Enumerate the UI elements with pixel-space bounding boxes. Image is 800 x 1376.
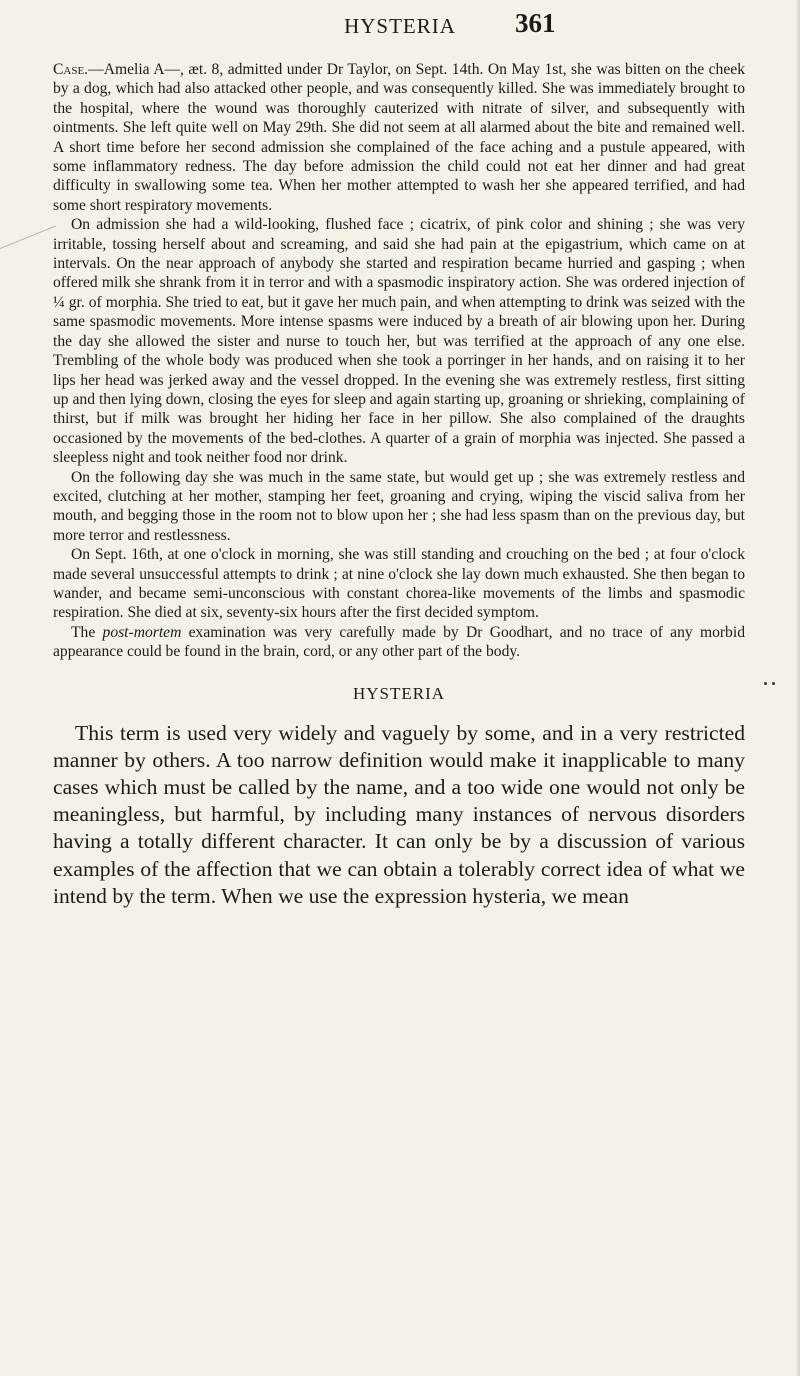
- case-label: Case.: [53, 61, 89, 78]
- speck-mark: [764, 682, 767, 685]
- section-heading: HYSTERIA: [352, 683, 446, 703]
- hysteria-section: [53, 720, 745, 910]
- speck-mark: [772, 682, 775, 685]
- page-edge-shadow: [796, 0, 800, 1376]
- case-paragraph: [53, 60, 745, 215]
- case-report: [53, 60, 745, 662]
- case-paragraph-text: —Amelia A—, æt. 8, admitted under Dr Taylor, on Sept. 14th. On May 1st, she was bitten on the cheek by a dog, which had also attacked other people, and was consequently killed. She was immediately brought to the hospital, where the wound was thoroughly cauterized with nitrate of silver, and subsequently with ointments. She left quite well on May 29th. She did not seem at all alarmed about the bite and remained well. A short time before her second admission she complained of the face aching and a pustule appeared, with some inflammatory redness. The day before admission the child could not eat her dinner and had great difficulty in swallowing some tea. When her mother attempted to wash her she appeared terrified, and had some short respiratory movements.: [53, 61, 745, 214]
- postmortem-rest: examination was very carefully made by Dr Goodhart, and no trace of any morbid appearance could be found in the brain, cord, or any other part of the body.: [53, 623, 745, 661]
- running-title: HYSTERIA: [344, 14, 456, 38]
- postmortem-prefix: The: [71, 623, 103, 641]
- case-paragraph: On admission she had a wild-looking, flushed face ; cicatrix, of pink color and shining ; she was very irritable, tossing herself about and screaming, and said she had pain at the epigastrium, which came on at intervals. On the near approach of anybody she started and respiration became hurried and gasping ; when offered milk she shrank from it in terror and with a spasmodic inspiratory action. She was ordered injection of ¼ gr. of morphia. She tried to eat, but it gave her much pain, and when attempting to drink was seized with the same spasmodic movements. More intense spasms were induced by a breath of air blowing upon her. During the day she allowed the sister and nurse to touch her, but was terrified at the approach of any one else. Trembling of the whole body was produced when she took a porringer in her hands, and on raising it to her lips her head was jerked away and the vessel dropped. In the evening she was extremely restless, first sitting up and then lying down, closing the eyes for sleep and again starting up, groaning or shrieking, complaining of thirst, but if milk was brought her hiding her face in her pillow. She also complained of the draughts occasioned by the movements of the bed-clothes. A quarter of a grain of morphia was injected. She passed a sleepless night and took neither food nor drink.: [53, 216, 745, 467]
- faint-mark: [0, 226, 56, 249]
- page-body: [53, 60, 745, 910]
- case-paragraph: On Sept. 16th, at one o'clock in morning, she was still standing and crouching on the bed ; at four o'clock made several unsuccessful attempts to drink ; at nine o'clock she lay down much exhausted. She then began to wander, and became semi-unconscious with constant chorea-like movements of the limbs and spasmodic respiration. She died at six, seventy-six hours after the first decided symptom.: [53, 546, 745, 622]
- section-paragraph: This term is used very widely and vaguely by some, and in a very restricted manner by others. A too narrow definition would make it inapplicable to many cases which must be called by the name, and a too wide one would not only be meaningless, but harmful, by including many instances of nervous disorders having a totally different character. It can only be by a discussion of various examples of the affection that we can obtain a tolerably correct idea of what we intend by the term. When we use the expression hysteria, we mean: [53, 720, 745, 908]
- case-paragraph: On the following day she was much in the same state, but would get up ; she was extremely restless and excited, clutching at her mother, stamping her feet, groaning and crying, wiping the viscid saliva from her mouth, and begging those in the room not to blow upon her ; she had less spasm than on the previous day, but more terror and restlessness.: [53, 468, 745, 544]
- page-number: 361: [515, 8, 556, 38]
- postmortem-italic: post-mortem: [102, 623, 182, 641]
- postmortem-paragraph: [53, 623, 745, 662]
